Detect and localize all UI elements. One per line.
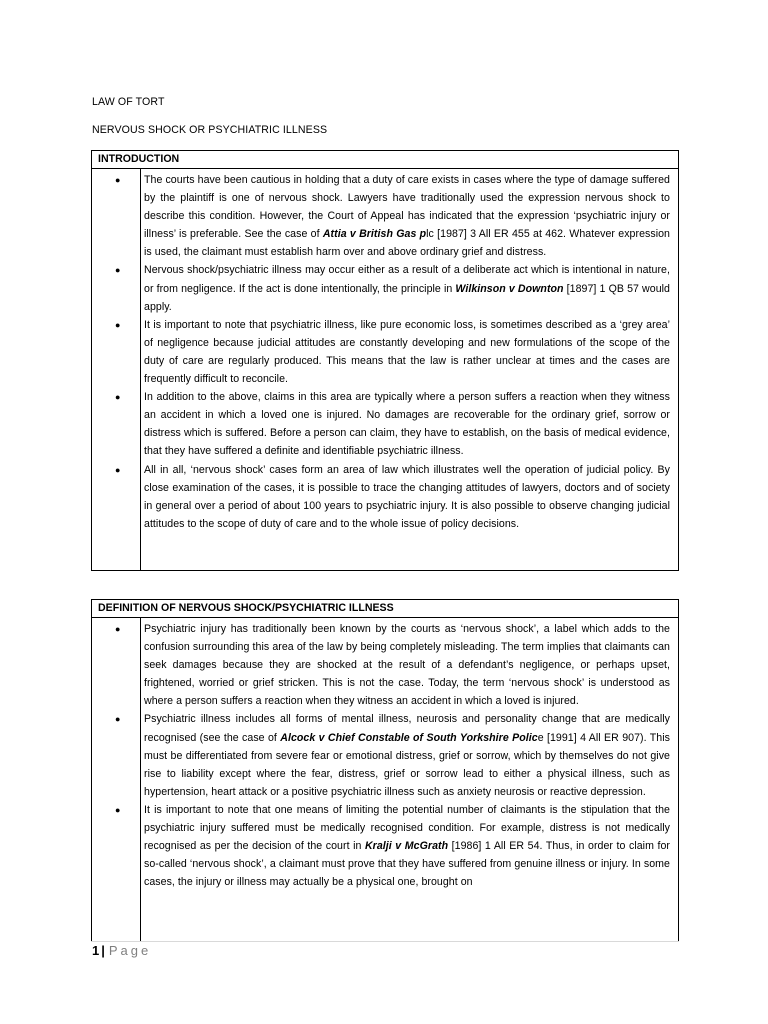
- case-citation: Wilkinson v Downton: [455, 282, 564, 295]
- introduction-box: [91, 150, 679, 571]
- document-subject: LAW OF TORT: [92, 96, 165, 108]
- list-item: [92, 261, 670, 315]
- bullet-icon: ●: [115, 714, 121, 725]
- introduction-list: [92, 171, 670, 533]
- paragraph-text: In addition to the above, claims in this area are typically where a person suffers a reaction when they witness an accident in which a loved one is injured. No damages are recoverable for the ordinary grief, sorrow or distress which is suffered. Before a person can claim, they have to establish, on the basis of medical evidence, that they have suffered a definite and identifiable psychiatric illness.: [144, 391, 670, 458]
- introduction-heading: INTRODUCTION: [92, 151, 678, 169]
- paragraph-text: e [1991] 4 All ER 907). This must be differentiated from severe fear or emotional distress, grief or sorrow, which by themselves do not give rise to liability except where the fear, distress, grief or sorrow lead to either a physical illness, such as hypertension, heart attack or a positive psychiatric illness such as anxiety neurosis or reactive depression.: [144, 731, 670, 798]
- list-item: [92, 171, 670, 261]
- list-item: [92, 710, 670, 800]
- definition-list: [92, 620, 670, 891]
- page-number: 1: [92, 943, 100, 958]
- case-citation: Attia v British Gas p: [322, 228, 427, 241]
- paragraph-text: Psychiatric illness includes all forms of mental illness, neurosis and personality change that are medically recognised (see the case of: [144, 713, 670, 744]
- list-item: [92, 620, 670, 710]
- bullet-icon: ●: [115, 175, 121, 185]
- document-title: NERVOUS SHOCK OR PSYCHIATRIC ILLNESS: [92, 124, 328, 136]
- bullet-icon: ●: [115, 624, 121, 634]
- bullet-icon: ●: [115, 319, 121, 330]
- list-item: [92, 801, 670, 891]
- bullet-icon: ●: [115, 265, 121, 276]
- footer-divider: [91, 941, 679, 942]
- list-item: [92, 461, 670, 533]
- paragraph-text: [1897] 1 QB 57 would apply.: [144, 282, 670, 313]
- paragraph-text: Psychiatric injury has traditionally been known by the courts as ‘nervous shock’, a label which adds to the confusion surrounding this area of the law by being completely misleading. The term implies that claimants can seek damages because they are shocked at the result of a defendant’s negligence, or perhaps upset, frightened, worried or grief stricken. This is not the case. Today, the term ‘nervous shock’ is understood as where a person suffers a reaction when they witness an accident in which a loved is injured.: [144, 623, 670, 708]
- paragraph-text: Nervous shock/psychiatric illness may occur either as a result of a deliberate act which is intentional in nature, or from negligence. If the act is done intentionally, the principle in: [144, 264, 670, 295]
- paragraph-text: The courts have been cautious in holding that a duty of care exists in cases where the type of damage suffered by the plaintiff is one of nervous shock. Lawyers have traditionally used the expression nervous shock to describe this condition. However, the Court of Appeal has indicated that the expression ‘psychiatric injury or illness’ is preferable. See the case of: [144, 174, 670, 241]
- paragraph-text: It is important to note that psychiatric illness, like pure economic loss, is sometimes described as a ‘grey area’ of negligence because judicial attitudes are constantly developing and new formulations of the scope of the duty of care are regularly produced. This means that the law is rather unclear at times and the cases are frequently difficult to reconcile.: [144, 318, 670, 386]
- paragraph-text: lc [1987] 3 All ER 455 at 462. Whatever expression is used, the claimant must establish harm over and above ordinary grief and distress.: [144, 228, 670, 259]
- paragraph-text: It is important to note that one means of limiting the potential number of claimants is the stipulation that the psychiatric injury suffered must be medically recognised condition. For example, distress is not medically recognised as per the decision of the court in: [144, 803, 670, 853]
- bullet-icon: ●: [115, 392, 121, 403]
- list-item: [92, 316, 670, 388]
- paragraph-text: [1986] 1 All ER 54. Thus, in order to claim for so-called ‘nervous shock’, a claimant must prove that they have suffered from genuine illness or injury. In some cases, the injury or illness may actually be a physical one, brought on: [144, 840, 670, 889]
- bullet-icon: ●: [115, 464, 121, 475]
- page-footer: [92, 942, 151, 960]
- footer-separator: |: [101, 943, 105, 958]
- bullet-icon: ●: [115, 804, 121, 815]
- definition-box: [91, 599, 679, 942]
- definition-heading: DEFINITION OF NERVOUS SHOCK/PSYCHIATRIC ILLNESS: [92, 600, 678, 618]
- page-label: Page: [108, 943, 152, 958]
- list-item: [92, 388, 670, 460]
- case-citation: Kralji v McGrath: [364, 840, 449, 853]
- case-citation: Alcock v Chief Constable of South Yorkshire Polic: [280, 731, 538, 744]
- paragraph-text: All in all, ‘nervous shock’ cases form an area of law which illustrates well the operation of judicial policy. By close examination of the cases, it is possible to trace the changing attitudes of lawyers, doctors and of society in general over a period of about 100 years to psychiatric injury. It is also possible to observe changing judicial attitudes to the scope of duty of care and to the whole issue of policy decisions.: [144, 463, 670, 530]
